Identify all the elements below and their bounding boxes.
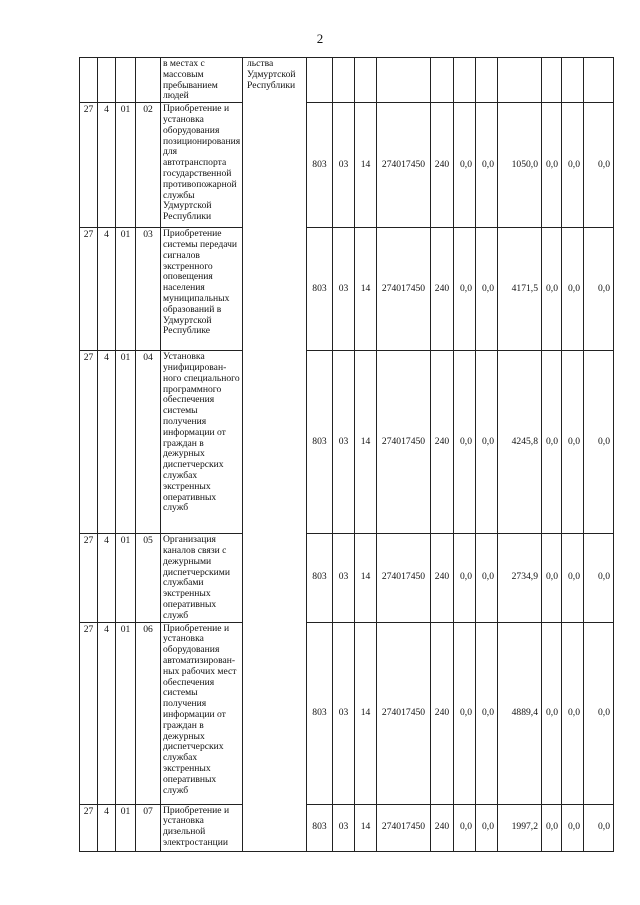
cell-v1: 0,0 bbox=[454, 103, 476, 228]
table-row bbox=[80, 804, 614, 851]
cell-v1: 0,0 bbox=[454, 622, 476, 804]
cell-m: 05 bbox=[136, 534, 161, 622]
cell-v2: 0,0 bbox=[476, 534, 498, 622]
cell-m bbox=[136, 58, 161, 103]
table-row bbox=[80, 351, 614, 534]
cell-v2: 0,0 bbox=[476, 351, 498, 534]
cell-name: Приобретение и установка оборудования позиционирования для автотранспорта государственной противопожарной службы Удмуртской Республики bbox=[161, 103, 243, 228]
cell-csr: 274017450 bbox=[377, 351, 431, 534]
cell-v5: 0,0 bbox=[562, 351, 584, 534]
cell-pr bbox=[355, 58, 377, 103]
cell-name: в местах с массовым пребыванием людей bbox=[161, 58, 243, 103]
table-row bbox=[80, 622, 614, 804]
cell-rz: 03 bbox=[333, 622, 355, 804]
cell-v5: 0,0 bbox=[562, 228, 584, 351]
cell-pr: 14 bbox=[355, 622, 377, 804]
table-row bbox=[80, 103, 614, 228]
cell-v3: 4171,5 bbox=[498, 228, 542, 351]
cell-name: Приобретение и установка оборудования автоматизирован-ных рабочих мест обеспечения системы получения информации от граждан в дежурных диспетчерских службах экстренных оперативных служб bbox=[161, 622, 243, 804]
cell-csr: 274017450 bbox=[377, 534, 431, 622]
cell-name: Приобретение системы передачи сигналов экстренного оповещения населения муниципальных образований в Удмуртской Республике bbox=[161, 228, 243, 351]
cell-v6 bbox=[584, 58, 614, 103]
cell-pr: 14 bbox=[355, 804, 377, 851]
cell-pp: 4 bbox=[98, 622, 116, 804]
table-row bbox=[80, 534, 614, 622]
cell-gp: 27 bbox=[80, 622, 98, 804]
cell-om: 01 bbox=[116, 228, 136, 351]
cell-csr: 274017450 bbox=[377, 622, 431, 804]
cell-v1: 0,0 bbox=[454, 534, 476, 622]
cell-m: 04 bbox=[136, 351, 161, 534]
cell-v4: 0,0 bbox=[542, 103, 562, 228]
cell-name: Приобретение и установка дизельной электростанции bbox=[161, 804, 243, 851]
cell-m: 07 bbox=[136, 804, 161, 851]
cell-vr: 240 bbox=[431, 103, 454, 228]
cell-pp: 4 bbox=[98, 804, 116, 851]
cell-v5: 0,0 bbox=[562, 534, 584, 622]
cell-v6: 0,0 bbox=[584, 351, 614, 534]
cell-v6: 0,0 bbox=[584, 228, 614, 351]
cell-v5 bbox=[562, 58, 584, 103]
cell-v4: 0,0 bbox=[542, 351, 562, 534]
cell-v1: 0,0 bbox=[454, 228, 476, 351]
cell-vr: 240 bbox=[431, 228, 454, 351]
cell-v3: 4245,8 bbox=[498, 351, 542, 534]
cell-om bbox=[116, 58, 136, 103]
cell-gp: 27 bbox=[80, 228, 98, 351]
cell-vr: 240 bbox=[431, 534, 454, 622]
cell-m: 03 bbox=[136, 228, 161, 351]
cell-pr: 14 bbox=[355, 103, 377, 228]
cell-grbs: 803 bbox=[307, 622, 333, 804]
cell-name: Установка унифицирован-ного специального программного обеспечения системы получения информации от граждан в дежурных диспетчерских службах экстренных оперативных служб bbox=[161, 351, 243, 534]
cell-om: 01 bbox=[116, 622, 136, 804]
cell-v4: 0,0 bbox=[542, 804, 562, 851]
table-row-header-continuation bbox=[80, 58, 614, 103]
cell-rz: 03 bbox=[333, 228, 355, 351]
page-number: 2 bbox=[316, 31, 324, 46]
cell-gp: 27 bbox=[80, 534, 98, 622]
cell-csr: 274017450 bbox=[377, 804, 431, 851]
cell-grbs: 803 bbox=[307, 804, 333, 851]
cell-grbs: 803 bbox=[307, 351, 333, 534]
cell-v4: 0,0 bbox=[542, 534, 562, 622]
cell-csr bbox=[377, 58, 431, 103]
cell-gp: 27 bbox=[80, 804, 98, 851]
cell-rz: 03 bbox=[333, 103, 355, 228]
cell-grbs bbox=[307, 58, 333, 103]
cell-v6: 0,0 bbox=[584, 804, 614, 851]
cell-v2: 0,0 bbox=[476, 228, 498, 351]
cell-om: 01 bbox=[116, 351, 136, 534]
cell-vr: 240 bbox=[431, 804, 454, 851]
cell-v1 bbox=[454, 58, 476, 103]
cell-v5: 0,0 bbox=[562, 622, 584, 804]
cell-v5: 0,0 bbox=[562, 804, 584, 851]
cell-v6: 0,0 bbox=[584, 103, 614, 228]
cell-om: 01 bbox=[116, 103, 136, 228]
cell-om: 01 bbox=[116, 534, 136, 622]
cell-v4: 0,0 bbox=[542, 228, 562, 351]
cell-pr: 14 bbox=[355, 228, 377, 351]
cell-v6: 0,0 bbox=[584, 534, 614, 622]
cell-pp: 4 bbox=[98, 228, 116, 351]
cell-v3: 2734,9 bbox=[498, 534, 542, 622]
cell-grbs: 803 bbox=[307, 103, 333, 228]
cell-grbs: 803 bbox=[307, 534, 333, 622]
cell-name: Организация каналов связи с дежурными диспетчерскими службами экстренных оперативных служб bbox=[161, 534, 243, 622]
cell-pp: 4 bbox=[98, 103, 116, 228]
cell-v2: 0,0 bbox=[476, 103, 498, 228]
cell-v3: 1997,2 bbox=[498, 804, 542, 851]
cell-v3 bbox=[498, 58, 542, 103]
cell-v6: 0,0 bbox=[584, 622, 614, 804]
cell-vr: 240 bbox=[431, 351, 454, 534]
cell-m: 06 bbox=[136, 622, 161, 804]
cell-v4 bbox=[542, 58, 562, 103]
cell-v4: 0,0 bbox=[542, 622, 562, 804]
cell-csr: 274017450 bbox=[377, 103, 431, 228]
cell-pp: 4 bbox=[98, 534, 116, 622]
cell-rz: 03 bbox=[333, 804, 355, 851]
cell-v5: 0,0 bbox=[562, 103, 584, 228]
cell-v1: 0,0 bbox=[454, 351, 476, 534]
cell-gp: 27 bbox=[80, 351, 98, 534]
cell-responsible: льства Удмуртской Республики bbox=[243, 58, 307, 852]
budget-table bbox=[79, 57, 614, 852]
cell-om: 01 bbox=[116, 804, 136, 851]
cell-pr: 14 bbox=[355, 534, 377, 622]
cell-v3: 1050,0 bbox=[498, 103, 542, 228]
cell-gp bbox=[80, 58, 98, 103]
table-row bbox=[80, 228, 614, 351]
cell-pp: 4 bbox=[98, 351, 116, 534]
cell-pp bbox=[98, 58, 116, 103]
cell-rz: 03 bbox=[333, 351, 355, 534]
cell-gp: 27 bbox=[80, 103, 98, 228]
cell-m: 02 bbox=[136, 103, 161, 228]
cell-v2: 0,0 bbox=[476, 804, 498, 851]
cell-grbs: 803 bbox=[307, 228, 333, 351]
cell-v2 bbox=[476, 58, 498, 103]
cell-v2: 0,0 bbox=[476, 622, 498, 804]
cell-rz bbox=[333, 58, 355, 103]
cell-v3: 4889,4 bbox=[498, 622, 542, 804]
cell-v1: 0,0 bbox=[454, 804, 476, 851]
cell-vr bbox=[431, 58, 454, 103]
cell-rz: 03 bbox=[333, 534, 355, 622]
cell-vr: 240 bbox=[431, 622, 454, 804]
cell-csr: 274017450 bbox=[377, 228, 431, 351]
cell-pr: 14 bbox=[355, 351, 377, 534]
